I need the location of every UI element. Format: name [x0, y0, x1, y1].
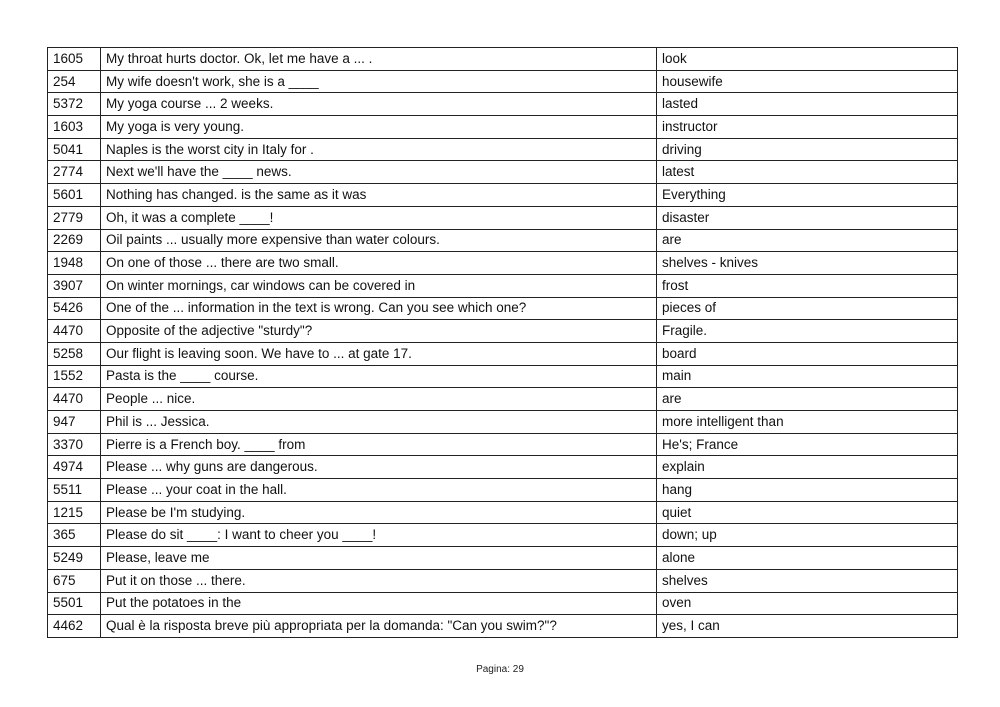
table-row	[48, 388, 958, 411]
id-cell: 2779	[48, 206, 101, 229]
id-cell: 1605	[48, 48, 101, 71]
table-row	[48, 93, 958, 116]
question-cell: On one of those ... there are two small.	[101, 252, 657, 275]
answer-cell: lasted	[657, 93, 958, 116]
answer-cell: oven	[657, 592, 958, 615]
table-row	[48, 206, 958, 229]
id-cell: 5249	[48, 547, 101, 570]
id-cell: 1215	[48, 501, 101, 524]
answer-cell: board	[657, 342, 958, 365]
table-row	[48, 116, 958, 139]
id-cell: 2774	[48, 161, 101, 184]
table-row	[48, 161, 958, 184]
question-cell: Our flight is leaving soon. We have to ... at gate 17.	[101, 342, 657, 365]
id-cell: 365	[48, 524, 101, 547]
id-cell: 1603	[48, 116, 101, 139]
table-row	[48, 615, 958, 638]
id-cell: 4470	[48, 388, 101, 411]
table-row	[48, 48, 958, 71]
table-row	[48, 70, 958, 93]
question-cell: Please ... why guns are dangerous.	[101, 456, 657, 479]
question-cell: Please do sit ____: I want to cheer you ____!	[101, 524, 657, 547]
question-cell: Put the potatoes in the	[101, 592, 657, 615]
answer-cell: driving	[657, 138, 958, 161]
answer-cell: more intelligent than	[657, 411, 958, 434]
answer-cell: shelves - knives	[657, 252, 958, 275]
question-cell: Qual è la risposta breve più appropriata per la domanda: "Can you swim?"?	[101, 615, 657, 638]
question-cell: Oh, it was a complete ____!	[101, 206, 657, 229]
question-cell: Please be I'm studying.	[101, 501, 657, 524]
table-row	[48, 184, 958, 207]
id-cell: 4470	[48, 320, 101, 343]
id-cell: 5601	[48, 184, 101, 207]
id-cell: 5041	[48, 138, 101, 161]
answer-cell: latest	[657, 161, 958, 184]
page-footer	[0, 664, 1000, 675]
answer-cell: down; up	[657, 524, 958, 547]
table-row	[48, 433, 958, 456]
id-cell: 5258	[48, 342, 101, 365]
answer-cell: look	[657, 48, 958, 71]
id-cell: 254	[48, 70, 101, 93]
question-cell: My throat hurts doctor. Ok, let me have a ... .	[101, 48, 657, 71]
id-cell: 5372	[48, 93, 101, 116]
answer-cell: Everything	[657, 184, 958, 207]
page-number-label: Pagina: 29	[476, 664, 524, 675]
table-row	[48, 342, 958, 365]
answer-cell: yes, I can	[657, 615, 958, 638]
table-row	[48, 456, 958, 479]
question-cell: Phil is ... Jessica.	[101, 411, 657, 434]
table-row	[48, 297, 958, 320]
question-cell: My yoga is very young.	[101, 116, 657, 139]
table-body	[48, 48, 958, 638]
question-cell: My yoga course ... 2 weeks.	[101, 93, 657, 116]
table-row	[48, 411, 958, 434]
id-cell: 5511	[48, 479, 101, 502]
id-cell: 4974	[48, 456, 101, 479]
table-row	[48, 524, 958, 547]
id-cell: 2269	[48, 229, 101, 252]
question-cell: Please, leave me	[101, 547, 657, 570]
answer-cell: main	[657, 365, 958, 388]
answer-cell: Fragile.	[657, 320, 958, 343]
answer-cell: alone	[657, 547, 958, 570]
id-cell: 1552	[48, 365, 101, 388]
id-cell: 3907	[48, 274, 101, 297]
id-cell: 675	[48, 569, 101, 592]
question-cell: Pierre is a French boy. ____ from	[101, 433, 657, 456]
table-row	[48, 138, 958, 161]
answer-cell: He's; France	[657, 433, 958, 456]
question-cell: Nothing has changed. is the same as it was	[101, 184, 657, 207]
table-row	[48, 229, 958, 252]
id-cell: 4462	[48, 615, 101, 638]
question-cell: Oil paints ... usually more expensive than water colours.	[101, 229, 657, 252]
question-cell: Naples is the worst city in Italy for .	[101, 138, 657, 161]
table-row	[48, 592, 958, 615]
question-cell: Pasta is the ____ course.	[101, 365, 657, 388]
table-row	[48, 547, 958, 570]
answer-cell: hang	[657, 479, 958, 502]
table-row	[48, 274, 958, 297]
question-cell: Opposite of the adjective "sturdy"?	[101, 320, 657, 343]
answer-cell: shelves	[657, 569, 958, 592]
question-cell: On winter mornings, car windows can be covered in	[101, 274, 657, 297]
id-cell: 1948	[48, 252, 101, 275]
question-answer-table	[47, 47, 958, 638]
answer-cell: are	[657, 388, 958, 411]
question-cell: One of the ... information in the text is wrong. Can you see which one?	[101, 297, 657, 320]
table-row	[48, 252, 958, 275]
id-cell: 947	[48, 411, 101, 434]
table-row	[48, 569, 958, 592]
question-cell: Please ... your coat in the hall.	[101, 479, 657, 502]
id-cell: 3370	[48, 433, 101, 456]
table-row	[48, 320, 958, 343]
answer-cell: explain	[657, 456, 958, 479]
answer-cell: disaster	[657, 206, 958, 229]
answer-cell: quiet	[657, 501, 958, 524]
answer-cell: housewife	[657, 70, 958, 93]
question-cell: Put it on those ... there.	[101, 569, 657, 592]
id-cell: 5501	[48, 592, 101, 615]
question-cell: People ... nice.	[101, 388, 657, 411]
question-cell: Next we'll have the ____ news.	[101, 161, 657, 184]
answer-cell: instructor	[657, 116, 958, 139]
id-cell: 5426	[48, 297, 101, 320]
question-cell: My wife doesn't work, she is a ____	[101, 70, 657, 93]
table-row	[48, 365, 958, 388]
answer-cell: are	[657, 229, 958, 252]
answer-cell: frost	[657, 274, 958, 297]
answer-cell: pieces of	[657, 297, 958, 320]
table-row	[48, 479, 958, 502]
table-row	[48, 501, 958, 524]
